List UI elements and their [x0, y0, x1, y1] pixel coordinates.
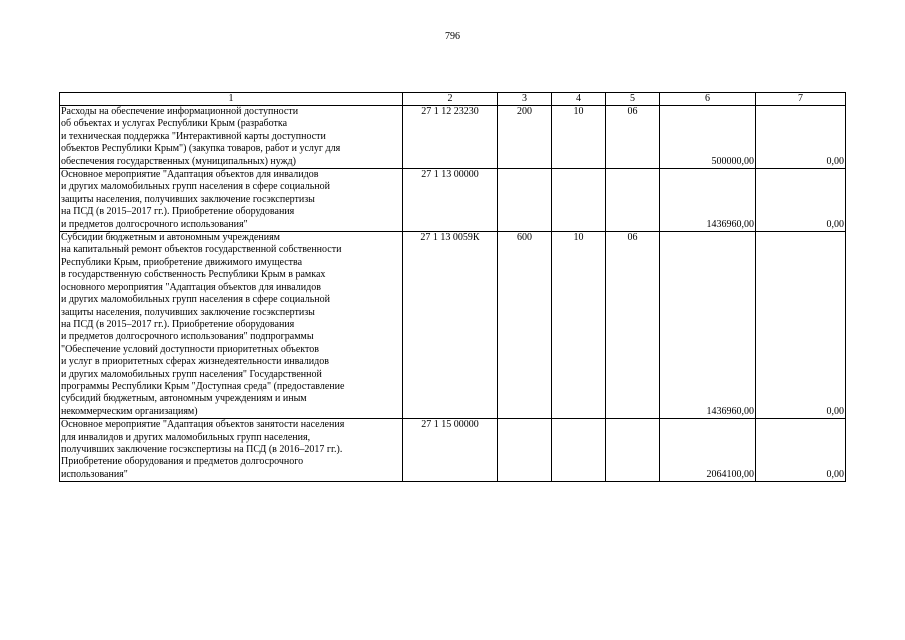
column-header: 7	[756, 93, 846, 106]
amount2-cell: 0,00	[756, 232, 846, 419]
expense-type-cell: 600	[498, 232, 552, 419]
column-header: 1	[60, 93, 403, 106]
table-row	[60, 419, 846, 482]
amount-cell: 2064100,00	[660, 419, 756, 482]
row-name-cell: Расходы на обеспечение информационной доступности об объектах и услугах Республики Крым (разработка и техническая поддержка "Интерактивной карты доступности объектов Республики Крым") (закупка товаров, работ и услуг для обеспечения государственных (муниципальных) нужд)	[60, 106, 403, 169]
amount2-cell: 0,00	[756, 169, 846, 232]
expense-type-cell: 200	[498, 106, 552, 169]
page-number: 796	[445, 31, 460, 42]
target-article-cell: 27 1 12 23230	[403, 106, 498, 169]
amount2-cell: 0,00	[756, 419, 846, 482]
section-cell: 10	[552, 232, 606, 419]
amount-cell: 1436960,00	[660, 232, 756, 419]
column-number-row	[60, 93, 846, 106]
table-row	[60, 106, 846, 169]
column-header: 5	[606, 93, 660, 106]
table-row	[60, 232, 846, 419]
section-cell	[552, 169, 606, 232]
column-header: 3	[498, 93, 552, 106]
target-article-cell: 27 1 13 00000	[403, 169, 498, 232]
expense-type-cell	[498, 169, 552, 232]
section-cell	[552, 419, 606, 482]
target-article-cell: 27 1 15 00000	[403, 419, 498, 482]
section-cell: 10	[552, 106, 606, 169]
row-name-cell: Субсидии бюджетным и автономным учреждениям на капитальный ремонт объектов государственной собственности Республики Крым, приобретение движимого имущества в государственную собственность Республики Крым в рамках основного мероприятия "Адаптация объектов для инвалидов и других маломобильных групп населения в сфере социальной защиты населения, получивших заключение госэкспертизы на ПСД (в 2015–2017 гг.). Приобретение оборудования и предметов долгосрочного использования" подпрограммы "Обеспечение условий доступности приоритетных объектов и услуг в приоритетных сферах жизнедеятельности инвалидов и других маломобильных групп населения" Государственной программы Республики Крым "Доступная среда" (предоставление субсидий бюджетным, автономным учреждениям и иным некоммерческим организациям)	[60, 232, 403, 419]
column-header: 4	[552, 93, 606, 106]
subsection-cell: 06	[606, 232, 660, 419]
subsection-cell	[606, 169, 660, 232]
row-name-cell: Основное мероприятие "Адаптация объектов занятости населения для инвалидов и других маломобильных групп населения, получивших заключение госэкспертизы на ПСД (в 2016–2017 гг.). Приобретение оборудования и предметов долгосрочного использования"	[60, 419, 403, 482]
subsection-cell: 06	[606, 106, 660, 169]
expense-type-cell	[498, 419, 552, 482]
column-header: 2	[403, 93, 498, 106]
subsection-cell	[606, 419, 660, 482]
amount2-cell: 0,00	[756, 106, 846, 169]
target-article-cell: 27 1 13 0059К	[403, 232, 498, 419]
column-header: 6	[660, 93, 756, 106]
amount-cell: 500000,00	[660, 106, 756, 169]
row-name-cell: Основное мероприятие "Адаптация объектов для инвалидов и других маломобильных групп населения в сфере социальной защиты населения, получивших заключение госэкспертизы на ПСД (в 2015–2017 гг.). Приобретение оборудования и предметов долгосрочного использования"	[60, 169, 403, 232]
budget-table	[59, 92, 846, 482]
amount-cell: 1436960,00	[660, 169, 756, 232]
table-row	[60, 169, 846, 232]
